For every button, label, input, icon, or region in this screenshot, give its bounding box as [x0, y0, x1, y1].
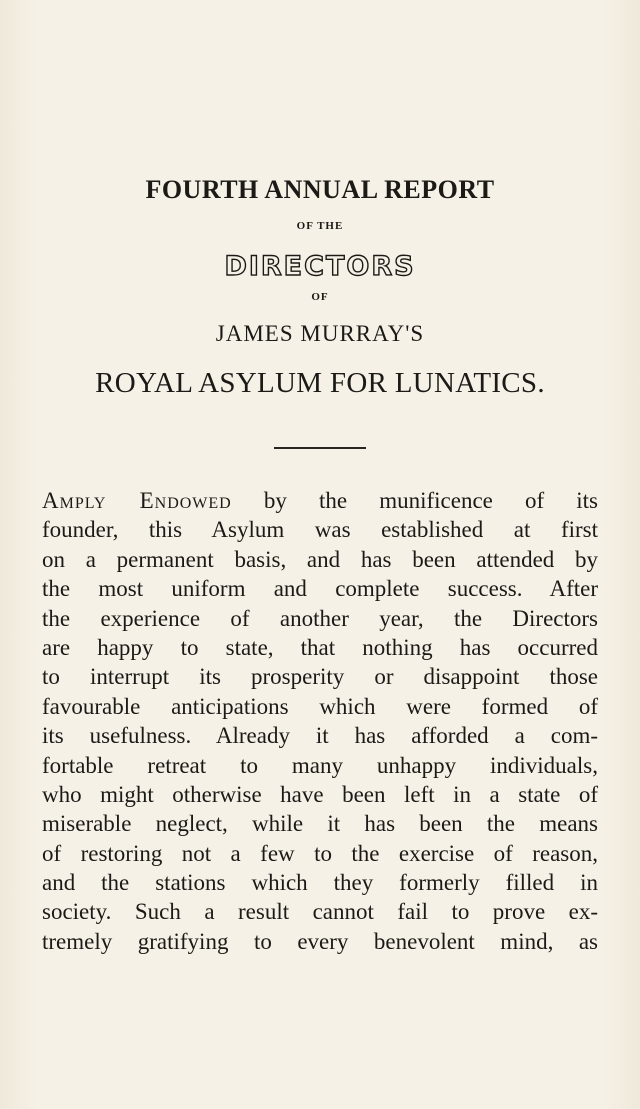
title-line-directors: DIRECTORS — [224, 251, 416, 282]
body-line: of restoring not a few to the exercise of reason, — [42, 840, 598, 866]
body-line: favourable anticipations which were formed of — [42, 693, 598, 719]
title-divider-rule — [274, 447, 366, 449]
body-line — [42, 486, 598, 515]
body-line: miserable neglect, while it has been the means — [42, 811, 598, 837]
body-line: are happy to state, that nothing has occurred — [42, 634, 598, 660]
body-line: tremely gratifying to every benevolent mind, as — [42, 928, 598, 954]
title-line-of-the: OF THE — [296, 220, 344, 232]
body-line-text: by the munificence of its — [231, 488, 598, 513]
body-line: society. Such a result cannot fail to prove ex- — [42, 899, 598, 925]
body-line: and the stations which they formerly filled in — [42, 870, 598, 896]
body-line: founder, this Asylum was established at first — [42, 517, 598, 543]
body-line: to interrupt its prosperity or disappoint those — [42, 664, 598, 690]
body-line: on a permanent basis, and has been attended by — [42, 546, 598, 572]
title-line-james-murrays: JAMES MURRAY'S — [215, 321, 425, 346]
body-line: who might otherwise have been left in a state of — [42, 781, 598, 807]
title-line-fourth-annual-report: FOURTH ANNUAL REPORT — [145, 175, 495, 204]
title-line-royal-asylum: ROYAL ASYLUM FOR LUNATICS. — [95, 367, 545, 399]
title-line-of: OF — [311, 291, 329, 303]
opening-small-caps: Amply Endowed — [42, 488, 232, 513]
body-line: fortable retreat to many unhappy individuals, — [42, 752, 598, 778]
body-line: the experience of another year, the Directors — [42, 605, 598, 631]
body-line: the most uniform and complete success. After — [42, 576, 598, 602]
body-line: its usefulness. Already it has afforded a com- — [42, 723, 598, 749]
body-paragraph — [42, 486, 598, 956]
